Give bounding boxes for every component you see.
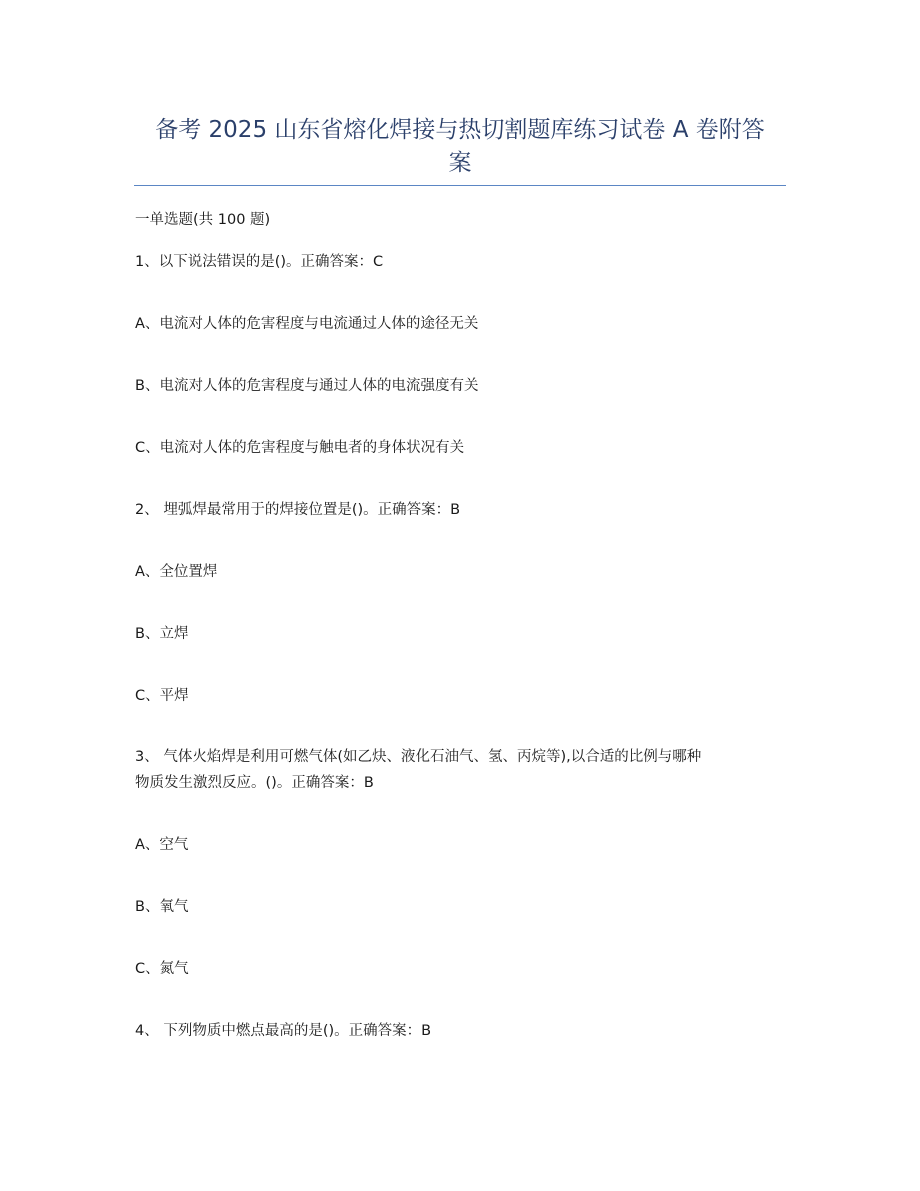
title-divider bbox=[134, 185, 786, 186]
section-heading: 一单选题(共 100 题) bbox=[135, 212, 271, 228]
question-1-stem: 1、以下说法错误的是()。正确答案：C bbox=[135, 254, 384, 270]
question-3-stem-line-2: 物质发生激烈反应。()。正确答案：B bbox=[135, 775, 374, 791]
question-1-option-c: C、电流对人体的危害程度与触电者的身体状况有关 bbox=[135, 440, 465, 456]
question-1-option-a: A、电流对人体的危害程度与电流通过人体的途径无关 bbox=[135, 316, 479, 332]
question-3-option-b: B、氧气 bbox=[135, 899, 189, 915]
question-2-option-a: A、全位置焊 bbox=[135, 564, 218, 580]
question-2-option-c: C、平焊 bbox=[135, 688, 189, 704]
question-3-option-c: C、氮气 bbox=[135, 961, 189, 977]
question-2-option-b: B、立焊 bbox=[135, 626, 189, 642]
question-2-stem: 2、 埋弧焊最常用于的焊接位置是()。正确答案：B bbox=[135, 502, 461, 518]
question-1-option-b: B、电流对人体的危害程度与通过人体的电流强度有关 bbox=[135, 378, 479, 394]
question-4-stem: 4、 下列物质中燃点最高的是()。正确答案：B bbox=[135, 1023, 432, 1039]
question-3-option-a: A、空气 bbox=[135, 837, 189, 853]
question-3-stem-line-1: 3、 气体火焰焊是利用可燃气体(如乙炔、液化石油气、氢、丙烷等),以合适的比例与哪种 bbox=[135, 749, 702, 765]
document-title-line-2: 案 bbox=[448, 150, 472, 176]
document-title-line-1: 备考 2025 山东省熔化焊接与热切割题库练习试卷 A 卷附答 bbox=[155, 117, 765, 143]
document-title bbox=[134, 114, 786, 180]
